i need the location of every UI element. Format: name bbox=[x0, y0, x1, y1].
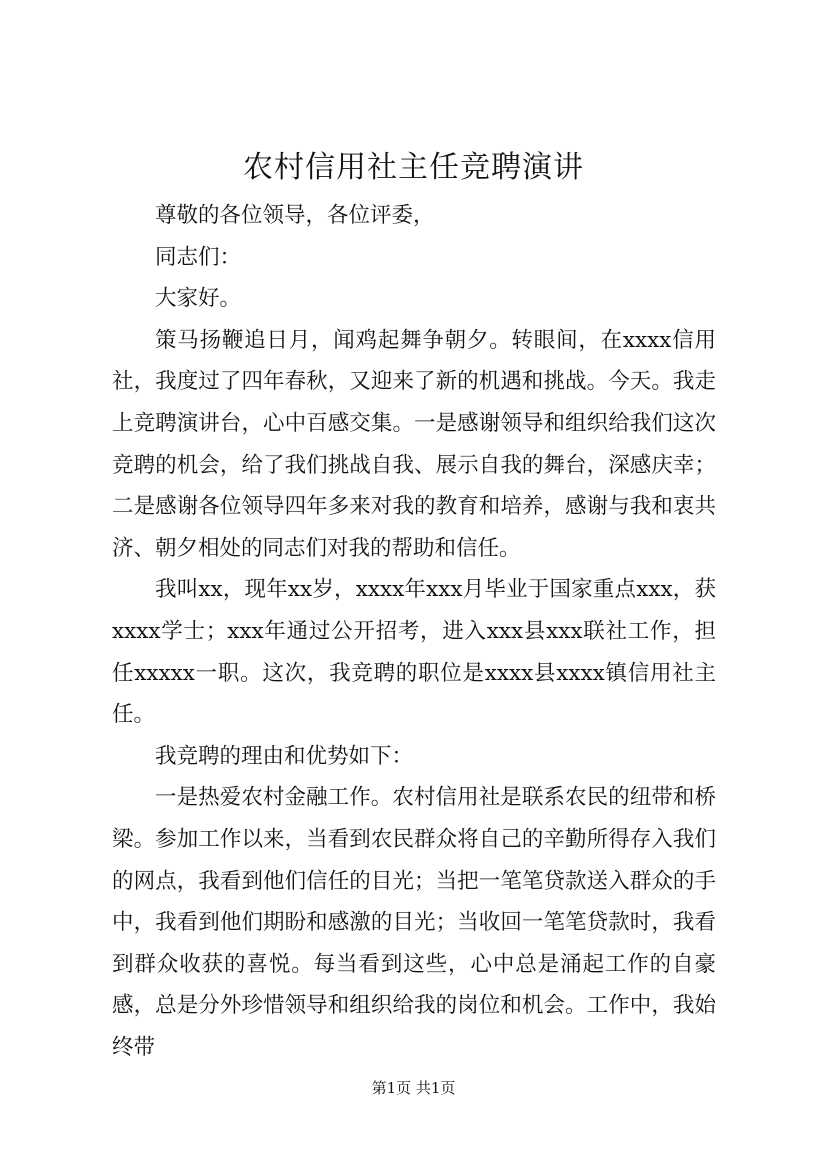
salutation-line: 同志们： bbox=[155, 244, 242, 270]
body-paragraph: 策马扬鞭追日月，闻鸡起舞争朝夕。转眼间，在xxxx信用社，我度过了四年春秋，又迎来了新的机遇和挑战。今天。我走上竞聘演讲台，心中百感交集。一是感谢领导和组织给我们这次竞聘的机会，给了我们挑战自我、展示自我的舞台，深感庆幸；二是感谢各位领导四年多来对我的教育和培养，感谢与我和衷共济、朝夕相处的同志们对我的帮助和信任。 bbox=[112, 327, 716, 561]
body-paragraph: 一是热爱农村金融工作。农村信用社是联系农民的纽带和桥梁。参加工作以来，当看到农民群众将自己的辛勤所得存入我们的网点，我看到他们信任的目光；当把一笔笔贷款送入群众的手中，我看到他们期盼和感激的目光；当收回一笔笔贷款时，我看到群众收获的喜悦。每当看到这些，心中总是涌起工作的自豪感，总是分外珍惜领导和组织给我的岗位和机会。工作中，我始终带 bbox=[112, 785, 716, 1060]
salutation-line: 尊敬的各位领导，各位评委， bbox=[155, 203, 435, 228]
document-title: 农村信用社主任竞聘演讲 bbox=[243, 150, 584, 185]
body-paragraph: 我叫xx，现年xx岁，xxxx年xxx月毕业于国家重点xxx，获xxxx学士；xxx年通过公开招考，进入xxx县xxx联社工作，担任xxxxx一职。这次，我竞聘的职位是xxxx县xxxx镇信用社主任。 bbox=[112, 577, 716, 728]
page-footer: 第1页 共1页 bbox=[371, 1079, 456, 1097]
greeting-line: 大家好。 bbox=[155, 286, 242, 312]
body-paragraph: 我竞聘的理由和优势如下： bbox=[155, 743, 414, 769]
document-body bbox=[112, 195, 716, 1068]
